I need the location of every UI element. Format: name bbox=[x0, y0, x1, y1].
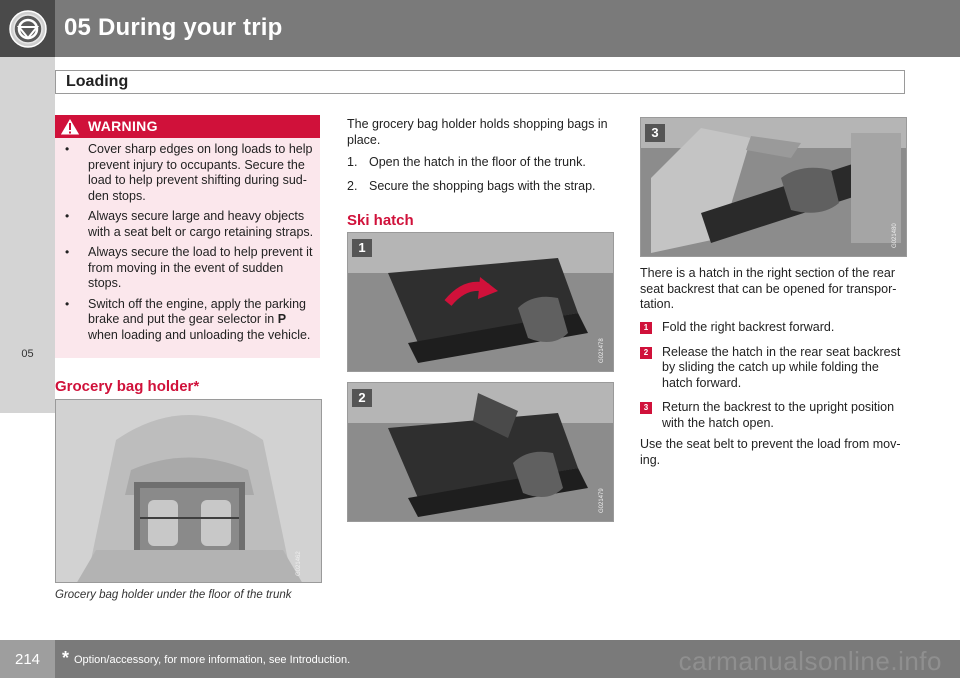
bullet: • bbox=[65, 142, 70, 156]
warning-text: Cover sharp edges on long loads to help prevent injury to occupants. Secure the load to help prevent shifting during sud-den stops. bbox=[88, 142, 313, 203]
bullet: • bbox=[65, 296, 70, 311]
bullet: • bbox=[65, 245, 70, 259]
step-text: Fold the right backrest forward. bbox=[662, 320, 835, 334]
step-text: Open the hatch in the floor of the trunk. bbox=[369, 155, 586, 169]
ski-image-2 bbox=[347, 382, 614, 522]
image-code: G021462 bbox=[296, 551, 302, 576]
warning-text: Switch off the engine, apply the parking brake and put the gear selector in bbox=[88, 296, 306, 326]
grocery-heading: Grocery bag holder* bbox=[55, 378, 200, 395]
warning-box bbox=[55, 115, 320, 358]
step-badge: 1 bbox=[640, 322, 652, 334]
footnote-star: * bbox=[62, 648, 70, 668]
step-badge: 3 bbox=[645, 124, 665, 142]
grocery-image bbox=[55, 399, 322, 583]
warning-text: Always secure the load to help prevent it from moving in the event of sudden stops. bbox=[88, 245, 313, 290]
step-text: Return the backrest to the upright position with the hatch open. bbox=[662, 400, 895, 430]
grocery-steps bbox=[347, 155, 609, 202]
step-text: Secure the shopping bags with the strap. bbox=[369, 178, 596, 193]
bullet: • bbox=[65, 209, 70, 223]
ski-image-1 bbox=[347, 232, 614, 372]
page-number: 214 bbox=[14, 651, 41, 668]
grocery-caption: Grocery bag holder under the floor of the trunk bbox=[55, 589, 292, 601]
image-code: G021478 bbox=[599, 338, 605, 363]
step-badge: 3 bbox=[640, 402, 652, 414]
list-item bbox=[640, 400, 907, 431]
ski-image-3 bbox=[640, 117, 907, 257]
ski-heading: Ski hatch bbox=[347, 212, 414, 229]
grocery-intro: The grocery bag holder holds shopping bags in place. bbox=[347, 117, 608, 147]
list-item bbox=[55, 142, 320, 204]
warning-title: WARNING bbox=[88, 118, 158, 134]
ski-outro: Use the seat belt to prevent the load from mov-ing. bbox=[640, 437, 901, 467]
step-text: Release the hatch in the rear seat backrest by sliding the catch up while folding the hatch forward. bbox=[662, 344, 901, 390]
image-code: G021479 bbox=[599, 488, 605, 513]
watermark: carmanualsonline.info bbox=[678, 646, 942, 676]
steering-wheel-icon bbox=[8, 9, 48, 49]
warning-header bbox=[55, 115, 320, 138]
footnote-text: Option/accessory, for more information, see Introduction. bbox=[74, 654, 351, 666]
image-code: G021480 bbox=[892, 223, 898, 248]
warning-text: when loading and unloading the vehicle. bbox=[88, 327, 311, 342]
step-badge: 2 bbox=[352, 389, 372, 407]
list-item bbox=[347, 155, 609, 171]
list-item bbox=[640, 345, 907, 392]
step-badge: 1 bbox=[352, 239, 372, 257]
step-badge: 2 bbox=[640, 347, 652, 359]
warning-triangle-icon bbox=[59, 117, 81, 136]
list-item bbox=[55, 297, 320, 344]
section-title: Loading bbox=[66, 73, 129, 90]
list-item bbox=[640, 320, 907, 336]
section-bar bbox=[55, 70, 905, 94]
header-logo-tab bbox=[0, 0, 55, 57]
ski-intro: There is a hatch in the right section of the rear seat backrest that can be opened for transpor-tation. bbox=[640, 266, 897, 311]
page-header bbox=[0, 0, 960, 57]
ski-steps bbox=[640, 320, 907, 440]
list-item bbox=[347, 179, 609, 195]
list-item bbox=[55, 245, 320, 292]
step-number: 1. bbox=[347, 155, 358, 169]
warning-list bbox=[55, 142, 320, 348]
page-footer bbox=[0, 640, 960, 678]
list-item bbox=[55, 209, 320, 240]
gutter-chapter-number: 05 bbox=[21, 348, 34, 360]
gear-position: P bbox=[277, 312, 287, 326]
chapter-title: 05 During your trip bbox=[64, 14, 283, 41]
step-number: 2. bbox=[347, 178, 358, 193]
warning-text: Always secure large and heavy objects with a seat belt or cargo retaining straps. bbox=[88, 209, 314, 239]
